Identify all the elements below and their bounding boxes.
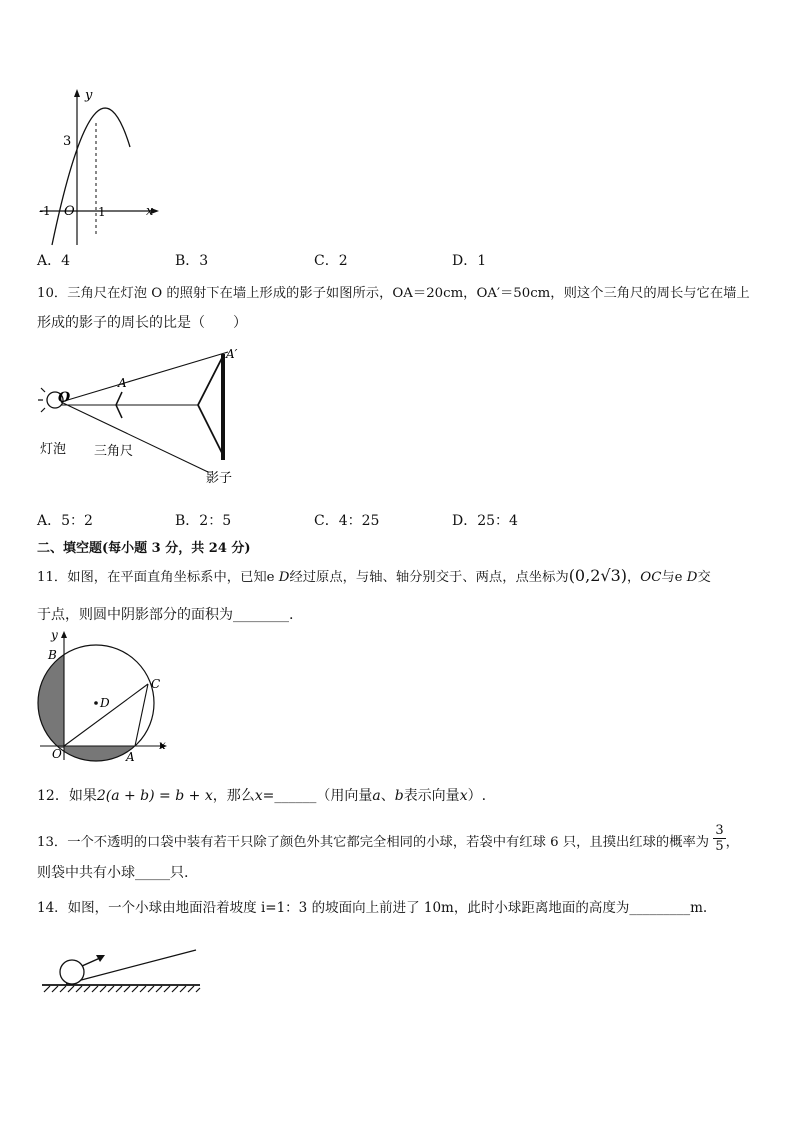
origin-label: O: [64, 204, 75, 219]
q12-equation: 2(a + b) = b + x: [96, 788, 213, 804]
q11-text-d: 交: [697, 570, 711, 585]
q13-fraction: [713, 823, 725, 854]
label-ruler: 三角尺: [94, 444, 134, 459]
q11-d: D: [278, 570, 290, 585]
q12-b: b: [394, 788, 404, 804]
q13-line1: 13．一个不透明的口袋中装有若干只除了颜色外其它都完全相同的小球，若袋中有红球 6 只，且摸出红球的概率为: [37, 835, 710, 850]
y-axis-label: y: [85, 88, 93, 103]
q10-shadow-figure: [30, 342, 260, 490]
label-a: A: [118, 376, 127, 390]
fig11-y: y: [51, 628, 58, 642]
section2-title: 二、填空题(每小题 3 分，共 24 分): [37, 541, 251, 556]
q12-equals: =: [262, 788, 275, 804]
q12-suffix-b: 表示向量: [403, 788, 460, 804]
q10-option-d: D．25：4: [452, 513, 518, 529]
q13-text-line2: 则袋中共有小球_____只.: [37, 865, 189, 881]
x-axis-label: x: [146, 204, 154, 219]
tick-3: 3: [63, 134, 72, 149]
q11-text-b: 经过原点，与轴、轴分别交于、两点，点坐标为: [289, 570, 569, 585]
q11-oc: OC: [640, 570, 662, 585]
fig11-d: D: [100, 696, 110, 710]
q11-coord: (0,2√3): [568, 566, 627, 585]
q14-text: 14．如图，一个小球由地面沿着坡度 i=1：3 的坡面向上前进了 10m，此时小球距离地面的高度为_________m.: [37, 900, 708, 916]
label-shadow: 影子: [206, 471, 233, 486]
q10-text-line2: 形成的影子的周长的比是（ ）: [37, 315, 247, 331]
q10-option-c: C．4：25: [314, 513, 380, 529]
q13-comma: ，: [725, 835, 739, 850]
label-o: O: [58, 390, 71, 406]
q11-d-2: D: [686, 570, 698, 585]
q12-x: x: [254, 788, 263, 804]
fig11-b: B: [48, 648, 57, 662]
q10-text-line1: 10．三角尺在灯泡 O 的照射下在墙上形成的影子如图所示，OA＝20cm，OA′＝50cm，则这个三角尺的周长与它在墙上: [37, 286, 750, 301]
fig11-o: O: [52, 747, 62, 761]
q9-option-d: D．1: [452, 253, 487, 269]
label-bulb: 灯泡: [40, 442, 67, 457]
q12-then: ，那么: [212, 788, 255, 804]
q11-text-a: 11．如图，在平面直角坐标系中，已知: [37, 570, 267, 585]
q11-text-line2: 于点，则圆中阴影部分的面积为________.: [37, 607, 294, 623]
q9-parabola-graph: [30, 85, 170, 250]
q11-comma: ，: [627, 570, 641, 585]
q13-frac-num: 3: [715, 823, 724, 838]
q13-text-line1: [37, 823, 739, 858]
q12-sep: 、: [380, 788, 395, 804]
q9-option-a: A．4: [37, 253, 71, 269]
circle-symbol-2: e: [674, 570, 683, 585]
q12-blank: ______: [274, 788, 317, 804]
q9-option-b: B．3: [175, 253, 209, 269]
q12-text: [37, 785, 486, 805]
tick-1: 1: [98, 205, 106, 219]
q12-suffix-a: （用向量: [316, 788, 373, 804]
label-a-prime: A′: [226, 347, 238, 361]
q12-a: a: [372, 788, 381, 804]
q10-option-a: A．5：2: [37, 513, 93, 529]
tick-neg1: -1: [39, 204, 51, 218]
circle-symbol: e: [266, 570, 275, 585]
q13-frac-den: 5: [715, 839, 724, 854]
q14-slope-figure: [38, 940, 208, 1000]
fig11-c: C: [151, 677, 161, 691]
q12-close: ）.: [467, 788, 487, 804]
fig11-x: x: [159, 738, 166, 752]
q11-text-line1: [37, 566, 711, 585]
q12-prefix: 12．如果: [37, 788, 97, 804]
q11-text-c: 与: [661, 570, 675, 585]
q10-option-b: B．2：5: [175, 513, 232, 529]
q9-option-c: C．2: [314, 253, 348, 269]
q11-circle-figure: [35, 628, 175, 766]
q12-x2: x: [459, 788, 468, 804]
fig11-a: A: [126, 750, 135, 764]
